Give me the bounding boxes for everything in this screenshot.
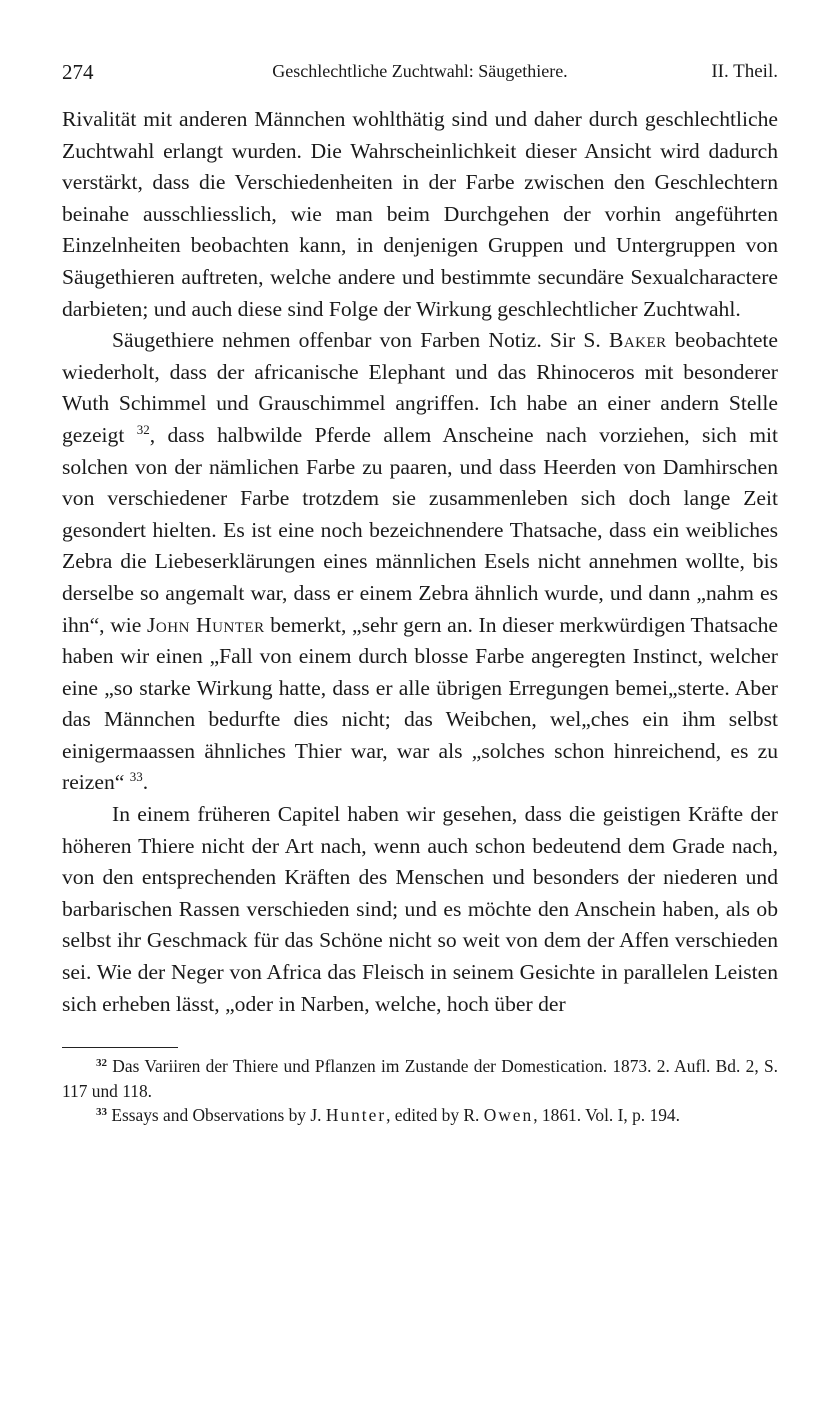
footnote-marker: 33: [129, 769, 143, 785]
text-run: Essays and Observations by J.: [107, 1105, 326, 1126]
footnote-marker: 33: [96, 1106, 107, 1119]
text-run: beobachtete wiederholt, dass der africanische Elephant und das Rhinoceros mit besonderer Wuth Schimmel und Grauschimmel angriffen. Ich habe an einer andern Stelle gezeigt: [62, 328, 778, 447]
text-run: bemerkt, „sehr gern an. In dieser merkwürdigen Thatsache haben wir einen „Fall von einem durch blosse Farbe angeregten Instinct, welcher eine „so starke Wirkung hatte, dass er alle übrigen Erregungen bemei„sterte. Aber das Männchen bedurfte dies nicht; das Weibchen, wel„ches ein ihm selbst einigermaassen ähnliches Thier war, war als „solches schon hinreichend, es zu reizen“: [62, 612, 778, 795]
spaced-name: Owen: [483, 1105, 534, 1126]
spaced-name: Hunter: [325, 1105, 387, 1126]
footnote-marker: 32: [96, 1057, 107, 1070]
text-run: , edited by R.: [386, 1105, 484, 1126]
page-header: [62, 52, 778, 86]
author-name: Baker: [608, 328, 667, 353]
paragraph: [62, 799, 778, 1020]
footnote-marker: 32: [136, 421, 150, 437]
paragraph: [62, 104, 778, 325]
text-run: .: [142, 770, 149, 795]
text-run: Rivalität mit anderen Männchen wohlthätig sind und daher durch geschlechtliche Zuchtwahl erlangt wurden. Die Wahrscheinlichkeit dieser Ansicht wird dadurch verstärkt, dass die Verschiedenheiten in der Farbe zwischen den Geschlechtern beinahe ausschliesslich, wie man beim Durchgehen der vorhin angeführten Einzelnheiten beobachten kann, in denjenigen Gruppen und Untergruppen von Säugethieren auftreten, welche andere und bestimmte secundäre Sexualcharactere darbieten; und auch diese sind Folge der Wirkung geschlechtlicher Zuchtwahl.: [62, 107, 778, 321]
footnote: [62, 1054, 778, 1103]
text-run: Säugethiere nehmen offenbar von Farben Notiz. Sir S.: [112, 328, 609, 353]
text-run: , 1861. Vol. I, p. 194.: [533, 1105, 680, 1126]
text-run: , dass halbwilde Pferde allem Anscheine nach vorziehen, sich mit solchen von der nämlichen Farbe zu paaren, und dass Heerden von Damhirschen von verschiedener Farbe trotzdem sie zusammenleben sich doch lange Zeit gesondert hielten. Es ist eine noch bezeichnendere Thatsache, dass ein weibliches Zebra die Liebeserklärungen eines männlichen Esels nicht annehmen wollte, bis derselbe so angemalt war, dass er einem Zebra ähnlich wurde, und dann „nahm es ihn“, wie: [62, 422, 779, 637]
running-title: Geschlechtliche Zuchtwahl: Säugethiere.: [272, 61, 568, 81]
page-number: 274: [62, 60, 94, 84]
text-run: Das Variiren der Thiere und Pflanzen im Zustande der Domestication. 1873. 2. Aufl. Bd. 2, S. 117 und 118.: [62, 1056, 778, 1101]
footnote-separator: [62, 1047, 178, 1048]
paragraph: [62, 325, 778, 799]
text-run: In einem früheren Capitel haben wir gesehen, dass die geistigen Kräfte der höheren Thiere nicht der Art nach, wenn auch schon bedeutend dem Grade nach, von den entsprechenden Kräften des Menschen und besonders der niederen und barbarischen Rassen verschieden sind; und es möchte den Anschein haben, als ob selbst ihr Geschmack für das Schöne nicht so weit von dem der Affen verschieden sei. Wie der Neger von Africa das Fleisch in seinem Gesichte in parallelen Leisten sich erheben lässt, „oder in Narben, welche, hoch über der: [62, 802, 778, 1016]
footnote: [62, 1103, 778, 1128]
footnotes: [62, 1054, 778, 1128]
part-label: II. Theil.: [711, 61, 778, 82]
body-text: [62, 104, 778, 1020]
author-name: John Hunter: [147, 612, 265, 637]
book-page: [62, 52, 778, 1128]
